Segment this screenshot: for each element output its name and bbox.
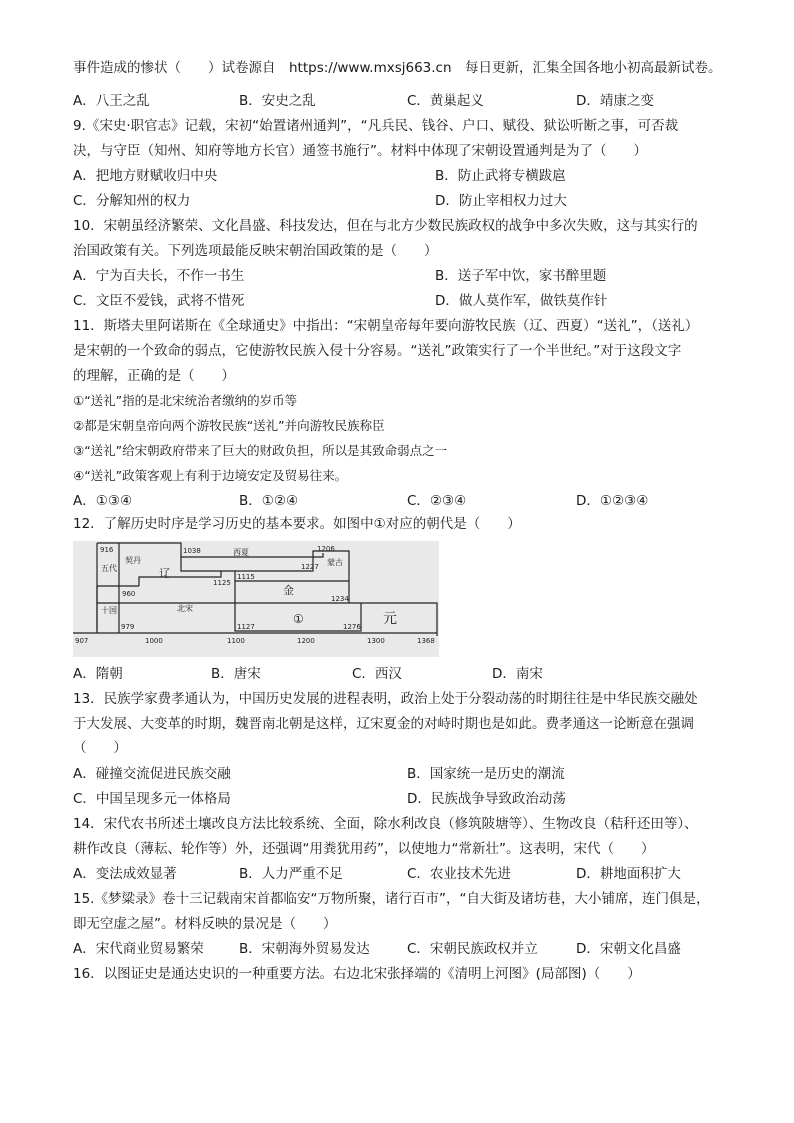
question-text: 9.《宋史·职官志》记载，宋初“始置诸州通判”，“凡兵民、钱谷、户口、赋役、狱讼听断之事，可否裁 (73, 118, 679, 134)
option-d: D．①②③④ (576, 493, 649, 509)
label-xixia: 西夏 (233, 548, 249, 557)
statement-2: ②都是宋朝皇帝向两个游牧民族“送礼”并向游牧民族称臣 (73, 418, 385, 433)
axis-tick: 1100 (227, 637, 245, 645)
label-mongol: 蒙古 (327, 558, 343, 567)
option-d: D．靖康之变 (576, 93, 654, 109)
label-wudai: 五代 (101, 564, 117, 573)
axis-tick: 907 (75, 637, 89, 645)
label-khitan: 契丹 (125, 556, 141, 565)
option-b: B．安史之乱 (239, 93, 316, 109)
option-a: A．宋代商业贸易繁荣 (73, 941, 204, 957)
statement-1: ①“送礼”指的是北宋统治者缴纳的岁币等 (73, 393, 298, 408)
question-text: 12．了解历史时序是学习历史的基本要求。如图中①对应的朝代是（ ） (73, 516, 521, 532)
question-text: 耕作改良（薄耘、轮作等）外，还强调“用粪犹用药”，以使地力“常新壮”。这表明，宋代（ ） (73, 841, 655, 857)
axis-tick: 1368 (417, 637, 435, 645)
option-c: C．西汉 (352, 666, 402, 682)
option-d: D．民族战争导致政治动荡 (407, 791, 566, 807)
label-liao: 辽 (159, 567, 170, 580)
label-1127: 1127 (237, 623, 255, 631)
label-jin: 金 (283, 584, 294, 597)
question-text: 即无空虚之屋”。材料反映的景况是（ ） (73, 916, 337, 932)
option-b: B．防止武将专横跋扈 (435, 168, 566, 184)
label-960: 960 (122, 590, 136, 598)
option-b: B．唐宋 (211, 666, 261, 682)
question-text: 16．以图证史是通达史识的一种重要方法。右边北宋张择端的《清明上河图》(局部图)（ ） (73, 966, 641, 982)
label-1206: 1206 (317, 545, 335, 553)
statement-3: ③“送礼”给宋朝政府带来了巨大的财政负担，所以是其致命弱点之一 (73, 443, 448, 458)
option-a: A．①③④ (73, 493, 133, 509)
option-b: B．宋朝海外贸易发达 (239, 941, 370, 957)
option-b: B．国家统一是历史的潮流 (407, 766, 565, 782)
option-a: A．宁为百夫长，不作一书生 (73, 268, 245, 284)
question-text: 11．斯塔夫里阿诺斯在《全球通史》中指出：“宋朝皇帝每年要向游牧民族（辽、西夏）“送礼”，（送礼） (73, 318, 699, 334)
dynasty-timeline-figure (73, 541, 439, 657)
question-text: 14．宋代农书所述土壤改良方法比较系统、全面，除水利改良（修筑陂塘等）、生物改良（秸秆还田等）、 (73, 816, 698, 832)
option-b: B．①②④ (239, 493, 299, 509)
question-text: 于大发展、大变革的时期，魏晋南北朝是这样，辽宋夏金的对峙时期也是如此。费孝通这一论断意在强调 (73, 716, 694, 732)
label-1227: 1227 (301, 563, 319, 571)
option-d: D．防止宰相权力过大 (435, 193, 567, 209)
label-1115: 1115 (237, 573, 255, 581)
label-979: 979 (121, 623, 135, 631)
label-916: 916 (100, 546, 114, 554)
option-b: B．人力严重不足 (239, 866, 343, 882)
label-circle-1: ① (293, 612, 304, 626)
option-d: D．耕地面积扩大 (576, 866, 681, 882)
option-b: B．送子军中饮，家书醉里题 (435, 268, 607, 284)
label-1125: 1125 (213, 579, 231, 587)
statement-4: ④“送礼”政策客观上有利于边境安定及贸易往来。 (73, 468, 348, 483)
option-c: C．分解知州的权力 (73, 193, 191, 209)
question-text: 治国政策有关。下列选项最能反映宋朝治国政策的是（ ） (73, 243, 438, 259)
axis-tick: 1000 (145, 637, 163, 645)
question-text: 决，与守臣（知州、知府等地方长官）通签书施行”。材料中体现了宋朝设置通判是为了（ ） (73, 143, 647, 159)
question-text: 15.《梦粱录》卷十三记载南宋首都临安“万物所聚，诸行百市”，“自大街及诸坊巷，大小铺席，连门俱是， (73, 891, 710, 907)
timeline-svg (73, 541, 439, 657)
option-d: D．南宋 (492, 666, 543, 682)
option-d: D．做人莫作军，做铁莫作针 (435, 293, 608, 309)
text-line: 事件造成的惨状（ ）试卷源自 https://www.mxsj663.cn 每日更新，汇集全国各地小初高最新试卷。 (73, 60, 722, 76)
label-1234: 1234 (331, 595, 349, 603)
option-a: A．把地方财赋收归中央 (73, 168, 218, 184)
option-a: A．八王之乱 (73, 93, 150, 109)
option-c: C．中国呈现多元一体格局 (73, 791, 231, 807)
axis-tick: 1200 (297, 637, 315, 645)
question-text: 的理解，正确的是（ ） (73, 368, 235, 384)
label-1276: 1276 (343, 623, 361, 631)
option-a: A．碰撞交流促进民族交融 (73, 766, 231, 782)
option-c: C．黄巢起义 (407, 93, 484, 109)
option-c: C．文臣不爱钱，武将不惜死 (73, 293, 245, 309)
option-d: D．宋朝文化昌盛 (576, 941, 681, 957)
question-text: 13．民族学家费孝通认为，中国历史发展的进程表明，政治上处于分裂动荡的时期往往是中华民族交融处 (73, 691, 698, 707)
label-1038: 1038 (183, 547, 201, 555)
option-c: C．②③④ (407, 493, 467, 509)
option-c: C．农业技术先进 (407, 866, 511, 882)
label-beisong: 北宋 (177, 604, 193, 613)
question-text: （ ） (73, 740, 127, 756)
option-c: C．宋朝民族政权并立 (407, 941, 538, 957)
label-shiguo: 十国 (101, 606, 117, 615)
question-text: 是宋朝的一个致命的弱点，它使游牧民族入侵十分容易。“送礼”政策实行了一个半世纪。”对于这段文字 (73, 343, 682, 359)
option-a: A．变法成效显著 (73, 866, 177, 882)
question-text: 10．宋朝虽经济繁荣、文化昌盛、科技发达，但在与北方少数民族政权的战争中多次失败，这与其实行的 (73, 218, 698, 234)
label-yuan: 元 (383, 611, 397, 627)
option-a: A．隋朝 (73, 666, 123, 682)
axis-tick: 1300 (367, 637, 385, 645)
